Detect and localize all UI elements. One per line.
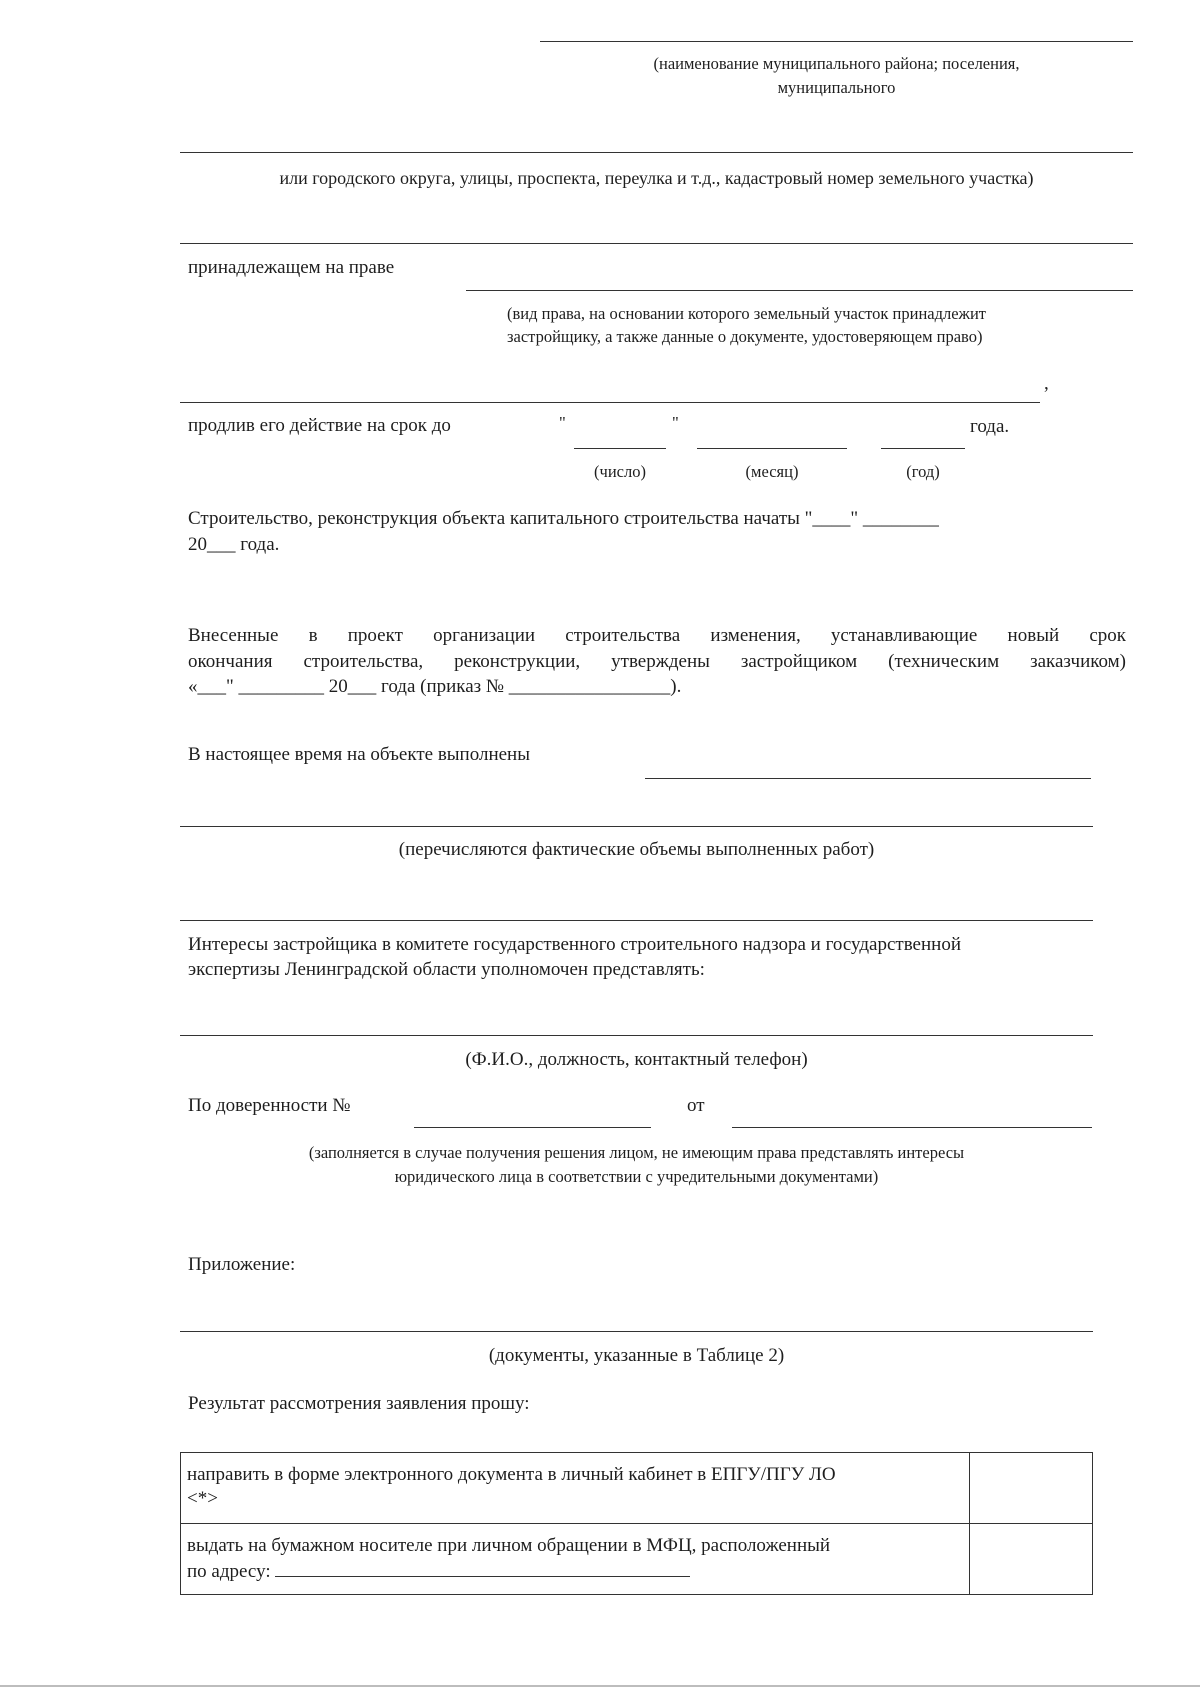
interests-line1: Интересы застройщика в комитете государственного строительного надзора и государственной: [188, 934, 961, 955]
interests-line2: экспертизы Ленинградской области уполномочен представлять:: [188, 959, 705, 980]
proxy-note-line2: юридического лица в соответствии с учредительными документами): [394, 1167, 879, 1186]
changes-line1: Внесенные в проект организации строительства изменения, устанавливающие новый срок: [188, 625, 1126, 646]
extend-label: продлив его действие на срок до: [188, 415, 451, 436]
representative-note: (Ф.И.О., должность, контактный телефон): [465, 1049, 808, 1070]
result-option-row: [181, 1524, 1093, 1595]
municipality-note-line1: (наименование муниципального района; поселения,: [653, 54, 1020, 73]
month-note: (месяц): [745, 462, 799, 481]
construction-line2: 20___ года.: [188, 534, 280, 555]
right-type-field-line[interactable]: [466, 290, 1133, 291]
attachment-note: (документы, указанные в Таблице 2): [488, 1345, 785, 1366]
option-electronic-line2: <*>: [187, 1488, 218, 1509]
month-field-line[interactable]: [697, 448, 847, 449]
proxy-from: от: [687, 1095, 705, 1116]
representative-field-line[interactable]: [180, 1035, 1093, 1036]
year-word: года.: [970, 416, 1010, 437]
municipality-note-line2: муниципального: [777, 78, 896, 97]
result-option-text: [181, 1524, 970, 1595]
quote-open: ": [559, 413, 566, 432]
option-electronic-checkbox[interactable]: [970, 1453, 1093, 1524]
result-label: Результат рассмотрения заявления прошу:: [188, 1393, 530, 1414]
changes-line2: окончания строительства, реконструкции, утверждены застройщиком (техническим заказчиком): [188, 651, 1126, 672]
right-note-line2: застройщику, а также данные о документе, удостоверяющем право): [507, 327, 983, 346]
address-continuation-line[interactable]: [180, 243, 1133, 244]
performed-extra-line[interactable]: [180, 920, 1093, 921]
performed-note: (перечисляются фактические объемы выполненных работ): [398, 839, 875, 860]
result-option-text: [181, 1453, 970, 1524]
right-note-line1: (вид права, на основании которого земельный участок принадлежит: [507, 304, 986, 323]
option-paper-line1: выдать на бумажном носителе при личном обращении в МФЦ, расположенный: [187, 1535, 831, 1556]
result-option-row: [181, 1453, 1093, 1524]
performed-continuation-line[interactable]: [180, 826, 1093, 827]
address-note: или городского округа, улицы, проспекта, переулка и т.д., кадастровый номер земельного участка): [279, 168, 1034, 188]
result-options-table: [180, 1452, 1093, 1595]
performed-label: В настоящее время на объекте выполнены: [188, 744, 530, 765]
performed-field-line[interactable]: [645, 778, 1091, 779]
day-note: (число): [594, 462, 646, 481]
option-paper-line2: по адресу:: [187, 1561, 271, 1582]
proxy-label: По доверенности №: [188, 1095, 351, 1116]
year-field-line[interactable]: [881, 448, 965, 449]
attachment-label: Приложение:: [188, 1254, 296, 1275]
option-electronic-line1: направить в форме электронного документа в личный кабинет в ЕПГУ/ПГУ ЛО: [187, 1464, 836, 1485]
scan-edge-divider: [0, 1685, 1200, 1687]
mfc-address-field[interactable]: [275, 1558, 690, 1577]
comma: ,: [1044, 373, 1049, 394]
proxy-date-field-line[interactable]: [732, 1127, 1092, 1128]
right-label: принадлежащем на праве: [188, 257, 395, 278]
changes-line3: «___" _________ 20___ года (приказ № _________________).: [188, 676, 682, 697]
proxy-number-field-line[interactable]: [414, 1127, 651, 1128]
option-paper-checkbox[interactable]: [970, 1524, 1093, 1595]
year-note: (год): [906, 462, 940, 481]
attachment-field-line[interactable]: [180, 1331, 1093, 1332]
proxy-note-line1: (заполняется в случае получения решения лицом, не имеющим права представлять интересы: [308, 1143, 965, 1162]
day-field-line[interactable]: [574, 448, 666, 449]
quote-close: ": [672, 413, 679, 432]
right-continuation-line[interactable]: [180, 402, 1040, 403]
address-field-line[interactable]: [180, 152, 1133, 153]
construction-line1: Строительство, реконструкция объекта капитального строительства начаты "____" ________: [188, 508, 939, 529]
municipality-field-line[interactable]: [540, 41, 1133, 42]
